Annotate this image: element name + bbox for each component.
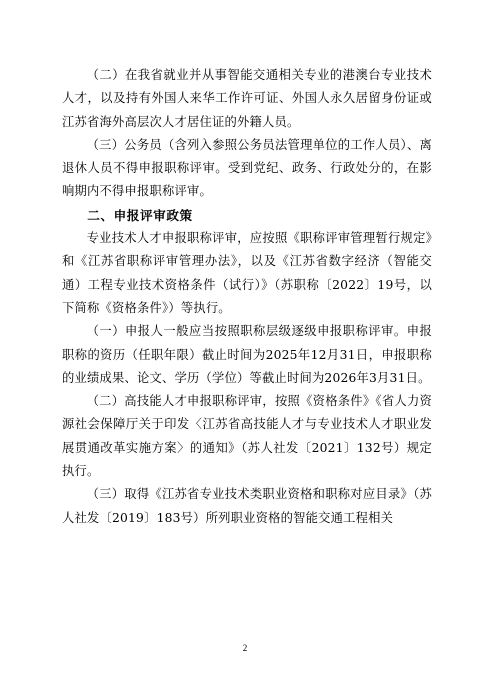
- paragraph-hk-macao-taiwan-foreign-talent: （二）在我省就业并从事智能交通相关专业的港澳台专业技术人才，以及持有外国人来华工作许可证、外国人永久居留身份证或江苏省海外高层次人才居住证的外籍人员。: [62, 68, 432, 129]
- document-body: [62, 64, 432, 530]
- section-heading-review-policy: 二、申报评审政策: [87, 207, 193, 223]
- paragraph-level-by-level-application: （一）申报人一般应当按照职称层级逐级申报职称评审。申报职称的资历（任职年限）截止时间为2025年12月31日，申报职称的业绩成果、论文、学历（学位）等截止时间为2026年3月31日。: [62, 324, 432, 385]
- page-number: 2: [242, 643, 248, 653]
- paragraph-civil-servant-exclusion: （三）公务员（含列入参照公务员法管理单位的工作人员）、离退休人员不得申报职称评审。受到党纪、政务、行政处分的，在影响期内不得申报职称评审。: [62, 137, 432, 199]
- paragraph-vocational-qualification: （三）取得《江苏省专业技术类职业资格和职称对应目录》（苏人社发〔2019〕183号）所列职业资格的智能交通工程相关: [62, 487, 432, 525]
- paragraph-review-regulations: 专业技术人才申报职称评审，应按照《职称评审管理暂行规定》和《江苏省职称评审管理办法》，以及《江苏省数字经济（智能交通）工程专业技术资格条件（试行）》（苏职称〔2022〕19号，以下简称《资格条件》）等执行。: [62, 231, 432, 315]
- paragraph-high-skill-talent: （二）高技能人才申报职称评审，按照《资格条件》《省人力资源社会保障厅关于印发〈江苏省高技能人才与专业技术人才职业发展贯通改革实施方案〉的通知》（苏人社发〔2021〕132号）规定执行。: [62, 394, 432, 479]
